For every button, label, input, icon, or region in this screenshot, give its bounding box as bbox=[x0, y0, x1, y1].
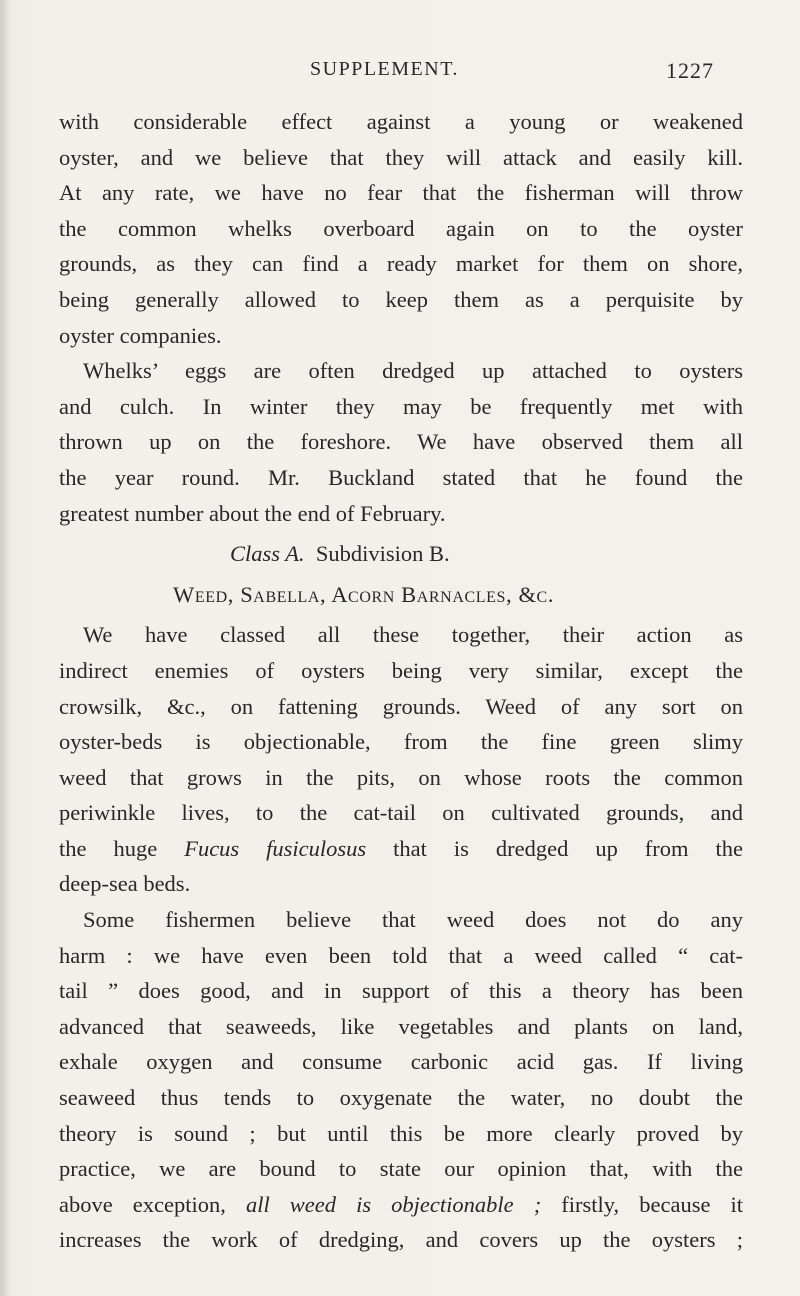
text-line: Whelks’ eggs are often dredged up attached to oysters bbox=[83, 358, 743, 384]
text-line: seaweed thus tends to oxygenate the water, no doubt the bbox=[59, 1085, 743, 1111]
text-line: the common whelks overboard again on to the oyster bbox=[59, 215, 743, 241]
text-fragment: the huge bbox=[59, 835, 158, 861]
text-line: advanced that seaweeds, like vegetables and plants on land, bbox=[59, 1013, 743, 1039]
text-line: We have classed all these together, their action as bbox=[83, 622, 743, 648]
text-line: practice, we are bound to state our opinion that, with the bbox=[59, 1156, 743, 1182]
text-line: increases the work of dredging, and covers up the oysters ; bbox=[59, 1227, 743, 1253]
text-line: oyster, and we believe that they will attack and easily kill. bbox=[59, 144, 743, 170]
text-line: and culch. In winter they may be frequently met with bbox=[59, 393, 743, 419]
class-label: Class A. bbox=[230, 541, 305, 567]
text-line: the year round. Mr. Buckland stated that he found the bbox=[59, 464, 743, 490]
text-fragment: firstly, because it bbox=[561, 1191, 744, 1217]
text-line: periwinkle lives, to the cat-tail on cultivated grounds, and bbox=[59, 800, 743, 826]
text-line: grounds, as they can find a ready market for them on shore, bbox=[59, 251, 743, 277]
text-line: with considerable effect against a young or weakened bbox=[59, 109, 743, 134]
species-name: Fucus fusiculosus bbox=[184, 835, 367, 861]
text-line: deep-sea beds. bbox=[59, 871, 191, 897]
running-head: SUPPLEMENT. bbox=[310, 58, 459, 80]
text-line: tail ” does good, and in support of this a theory has been bbox=[59, 978, 743, 1004]
page-number: 1227 bbox=[666, 58, 714, 83]
text-line-with-italic bbox=[59, 1187, 743, 1223]
text-fragment: that is dredged up from the bbox=[393, 835, 744, 861]
text-line: weed that grows in the pits, on whose roots the common bbox=[59, 764, 743, 790]
text-line: At any rate, we have no fear that the fisherman will throw bbox=[59, 180, 743, 206]
text-line: thrown up on the foreshore. We have observed them all bbox=[59, 429, 743, 455]
page-gutter-shadow bbox=[0, 0, 10, 1296]
text-line: Some fishermen believe that weed does not do any bbox=[83, 907, 743, 933]
text-line: oyster-beds is objectionable, from the fine green slimy bbox=[59, 729, 743, 755]
text-line: being generally allowed to keep them as a perquisite by bbox=[59, 286, 743, 312]
text-line: indirect enemies of oysters being very similar, except the bbox=[59, 657, 743, 683]
emphasis-text: all weed is objectionable ; bbox=[245, 1191, 542, 1217]
text-line: greatest number about the end of February. bbox=[59, 500, 446, 526]
page-header bbox=[60, 58, 740, 88]
body-text bbox=[59, 104, 743, 1258]
text-line: harm : we have even been told that a weed called “ cat- bbox=[59, 942, 743, 968]
text-line: exhale oxygen and consume carbonic acid gas. If living bbox=[59, 1049, 743, 1075]
section-class-heading bbox=[59, 536, 743, 572]
text-fragment: above exception, bbox=[59, 1191, 226, 1217]
text-line: crowsilk, &c., on fattening grounds. Weed of any sort on bbox=[59, 693, 743, 719]
text-line: theory is sound ; but until this be more clearly proved by bbox=[59, 1120, 743, 1146]
section-title: Weed, Sabella, Acorn Barnacles, &c. bbox=[173, 581, 555, 607]
subdivision-label: Subdivision B. bbox=[315, 541, 450, 567]
text-line-with-italic bbox=[59, 831, 743, 867]
text-line: oyster companies. bbox=[59, 322, 222, 348]
